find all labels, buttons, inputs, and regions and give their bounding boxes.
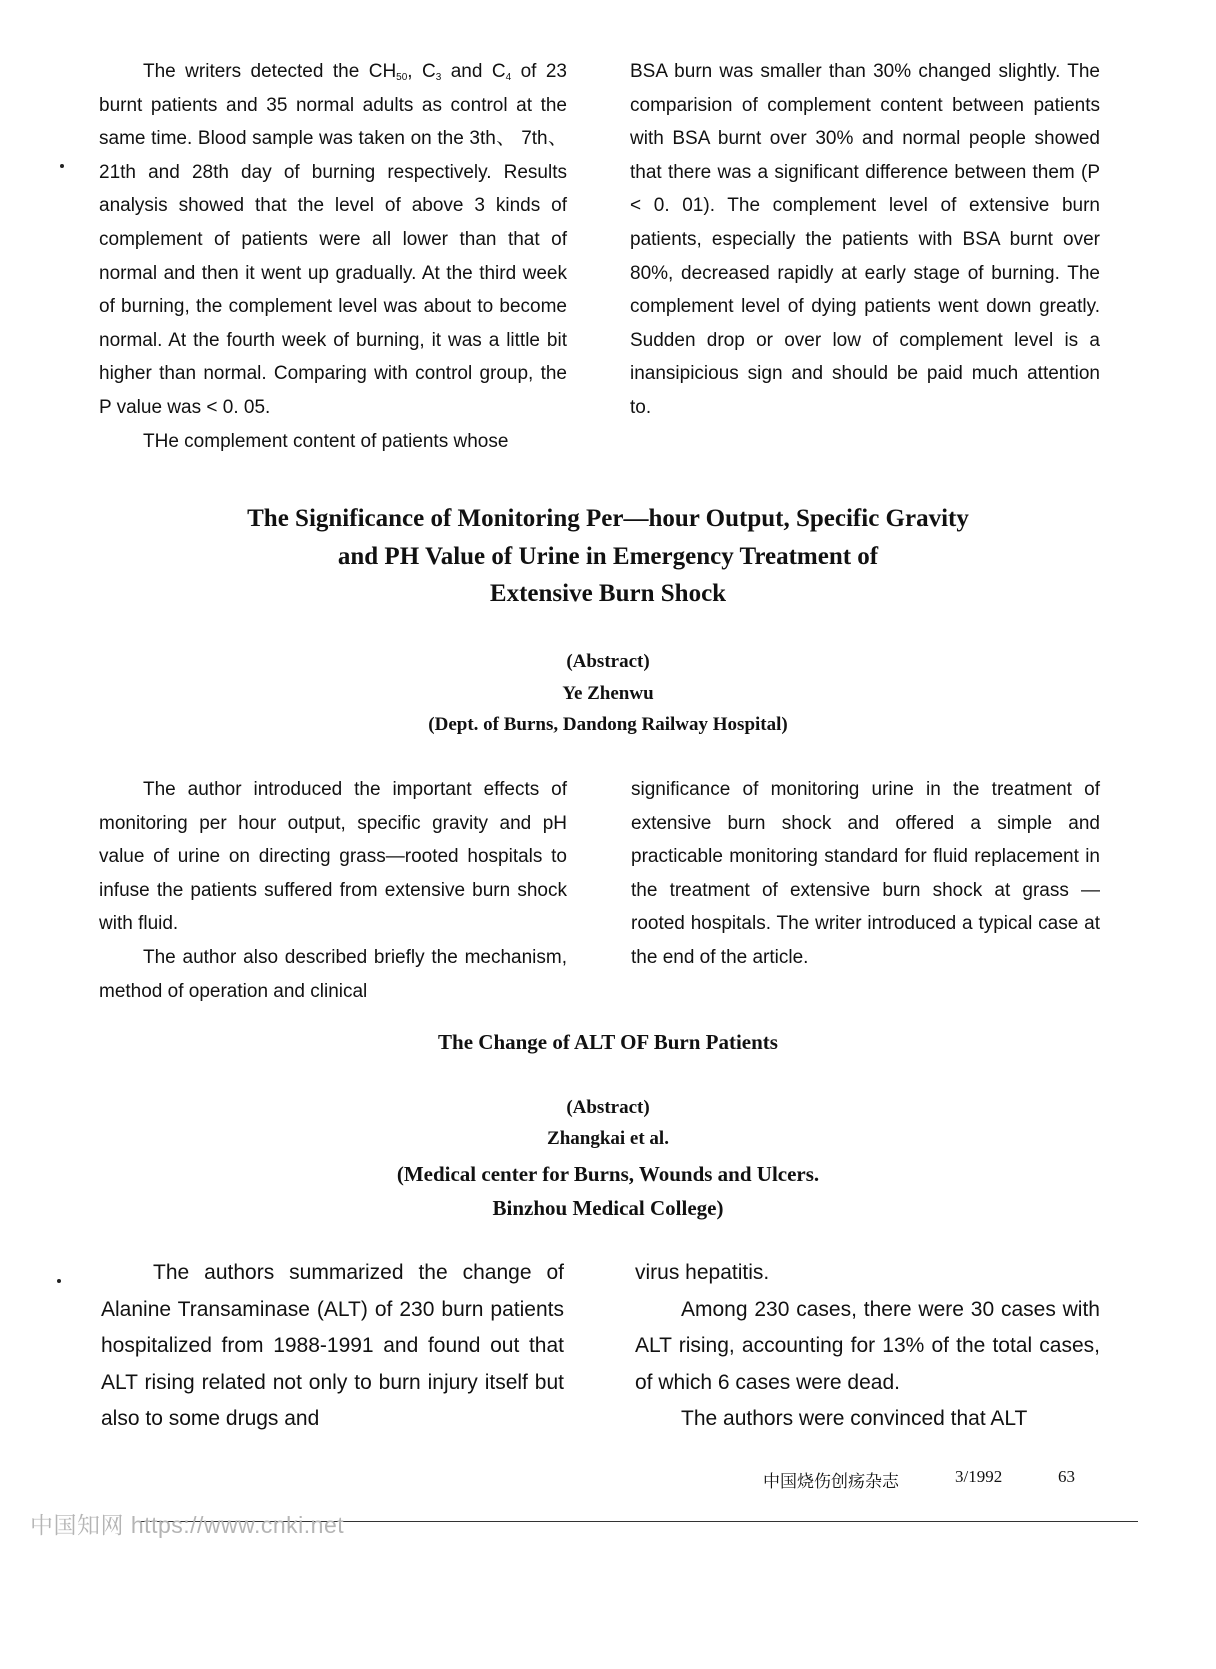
article3-affiliation-line-2: Binzhou Medical College) xyxy=(492,1196,724,1220)
margin-dot xyxy=(60,164,64,168)
article2-title-line-3: Extensive Burn Shock xyxy=(489,580,727,607)
margin-dot xyxy=(57,1279,61,1283)
watermark: 中国知网 https://www.cnki.net xyxy=(30,1512,345,1538)
article3-author: Zhangkai et al. xyxy=(547,1128,669,1149)
article2-affiliation: (Dept. of Burns, Dandong Railway Hospital) xyxy=(428,714,788,735)
article3-left-column xyxy=(101,1255,564,1438)
sec1-right-column xyxy=(630,55,1100,425)
article3-right-paragraph-1: virus hepatitis. xyxy=(635,1261,770,1284)
article2-title-line-2: and PH Value of Urine in Emergency Treatment of xyxy=(337,542,879,570)
article3-affiliation-line-1: (Medical center for Burns, Wounds and Ulcers. xyxy=(396,1162,820,1186)
footer-journal-name: 中国烧伤创疡杂志 xyxy=(763,1472,899,1491)
article3-right-column xyxy=(635,1255,1100,1438)
article3-right-paragraph-2: Among 230 cases, there were 30 cases with ALT rising, accounting for 13% of the total cases, of which 6 cases were dead. xyxy=(635,1297,1100,1394)
article2-left-paragraph-1: The author introduced the important effects of monitoring per hour output, specific gravity and pH value of urine on directing grass—rooted hospitals to infuse the patients suffered from extensive burn shock with fluid. xyxy=(99,779,567,935)
article2-abstract-label: (Abstract) xyxy=(566,651,650,672)
article2-title xyxy=(0,500,1216,613)
article3-abstract-label: (Abstract) xyxy=(566,1097,650,1118)
article2-author: Ye Zhenwu xyxy=(562,683,654,704)
sec1-left-column xyxy=(99,55,567,458)
article2-right-paragraph-1: significance of monitoring urine in the treatment of extensive burn shock and offered a simple and practicable monitoring standard for fluid replacement in the treatment of extensive burn shock at grass — rooted hospitals. The writer introduced a typical case at the end of the article. xyxy=(631,779,1100,968)
footer-issue: 3/1992 xyxy=(955,1467,1003,1486)
sec1-right-paragraph-1: BSA burn was smaller than 30% changed slightly. The comparision of complement content between patients with BSA burnt over 30% and normal people showed that there was a significant difference between them (P < 0. 01). The complement level of extensive burn patients, especially the patients with BSA burnt over 80%, decreased rapidly at early stage of burning. The complement level of dying patients went down greatly. Sudden drop or over low of complement level is a inansipicious sign and should be paid much attention to. xyxy=(630,61,1100,418)
article2-left-column xyxy=(99,773,567,1008)
article2-title-line-1: The Significance of Monitoring Per—hour Output, Specific Gravity xyxy=(247,505,969,532)
sec1-left-paragraph-1: The writers detected the $CH_{50}$, $C_3$ and $C_4$ of 23 burnt patients and 35 normal adults as control at the same time. Blood sample was taken on the 3th、 7th、 21th and 28th day of burning respectively. Results analysis showed that the level of above 3 kinds of complement of patients were all lower than that of normal and then it went up gradually. At the third week of burning, the complement level was about to become normal. At the fourth week of burning, it was a little bit higher than normal. Comparing with control group, the P value was < 0. 05. xyxy=(99,61,568,418)
article3-affiliation xyxy=(0,1157,1216,1225)
article2-right-column xyxy=(631,773,1100,975)
article3-title: The Change of ALT OF Burn Patients xyxy=(438,1030,778,1054)
article2-left-paragraph-2: The author also described briefly the mechanism, method of operation and clinical xyxy=(99,946,567,1002)
sec1-left-paragraph-2: THe complement content of patients whose xyxy=(143,430,509,452)
footer-page-number: 63 xyxy=(1058,1467,1075,1486)
article3-left-paragraph-1: The authors summarized the change of Alanine Transaminase (ALT) of 230 burn patients hospitalized from 1988-1991 and found out that ALT rising related not only to burn injury itself but also to some drugs and xyxy=(101,1261,564,1431)
article3-right-paragraph-3: The authors were convinced that ALT xyxy=(681,1407,1028,1431)
